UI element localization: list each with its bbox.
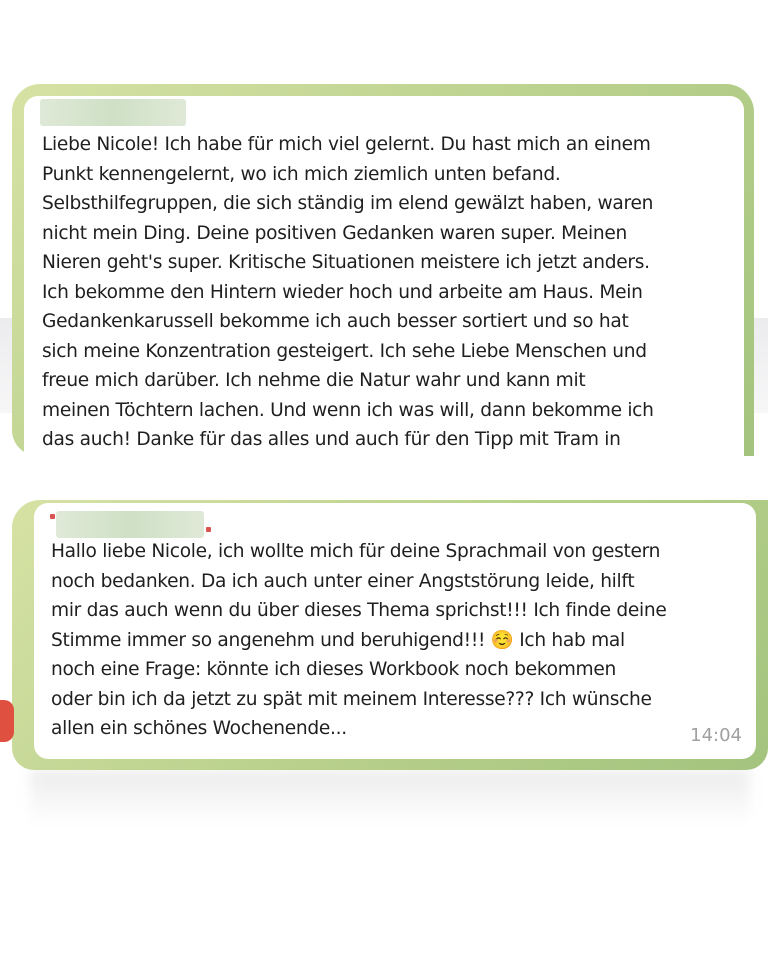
message-text: Hallo liebe Nicole, ich wollte mich für deine Sprachmail von gestern noch bedanken. Da ich auch unter einer Angststörung leide, hilft mir das auch wenn du über dieses Thema sprichst!!! Ich finde deine Stimme immer so angenehm und beruhigend!!! ☺️ Ich hab mal noch eine Frage: könnte ich dieses Workbook noch bekommen oder bin ich da jetzt zu spät mit meinem Interesse??? Ich wünsche allen ein schönes Wochenende...: [51, 541, 667, 739]
redacted-sender-name: [40, 99, 186, 126]
message-timestamp: 14:04: [690, 725, 742, 746]
message-text: Liebe Nicole! Ich habe für mich viel gelernt. Du hast mich an einem Punkt kennengelernt, wo ich mich ziemlich unten befand. Selbsthilfegruppen, die sich ständig im elend gewälzt haben, waren nicht mein Ding. Deine positiven Gedanken waren super. Meinen Nieren geht's super. Kritische Situationen meistere ich jetzt anders. Ich bekomme den Hintern wieder hoch und arbeite am Haus. Mein Gedankenkarussell bekomme ich auch besser sortiert und so hat sich meine Konzentration gesteigert. Ich sehe Liebe Menschen und freue mich darüber. Ich nehme die Natur wahr und kann mit meinen Töchtern lachen. Und wenn ich was will, dann bekomme ich das auch! Danke für das alles und auch für den Tipp mit Tram in: [42, 134, 654, 450]
sender-color-marker: [50, 514, 55, 519]
sender-color-marker: [206, 527, 211, 532]
redacted-sender-name: [56, 511, 204, 538]
background-shadow: [30, 770, 750, 825]
avatar-edge: [0, 700, 14, 742]
